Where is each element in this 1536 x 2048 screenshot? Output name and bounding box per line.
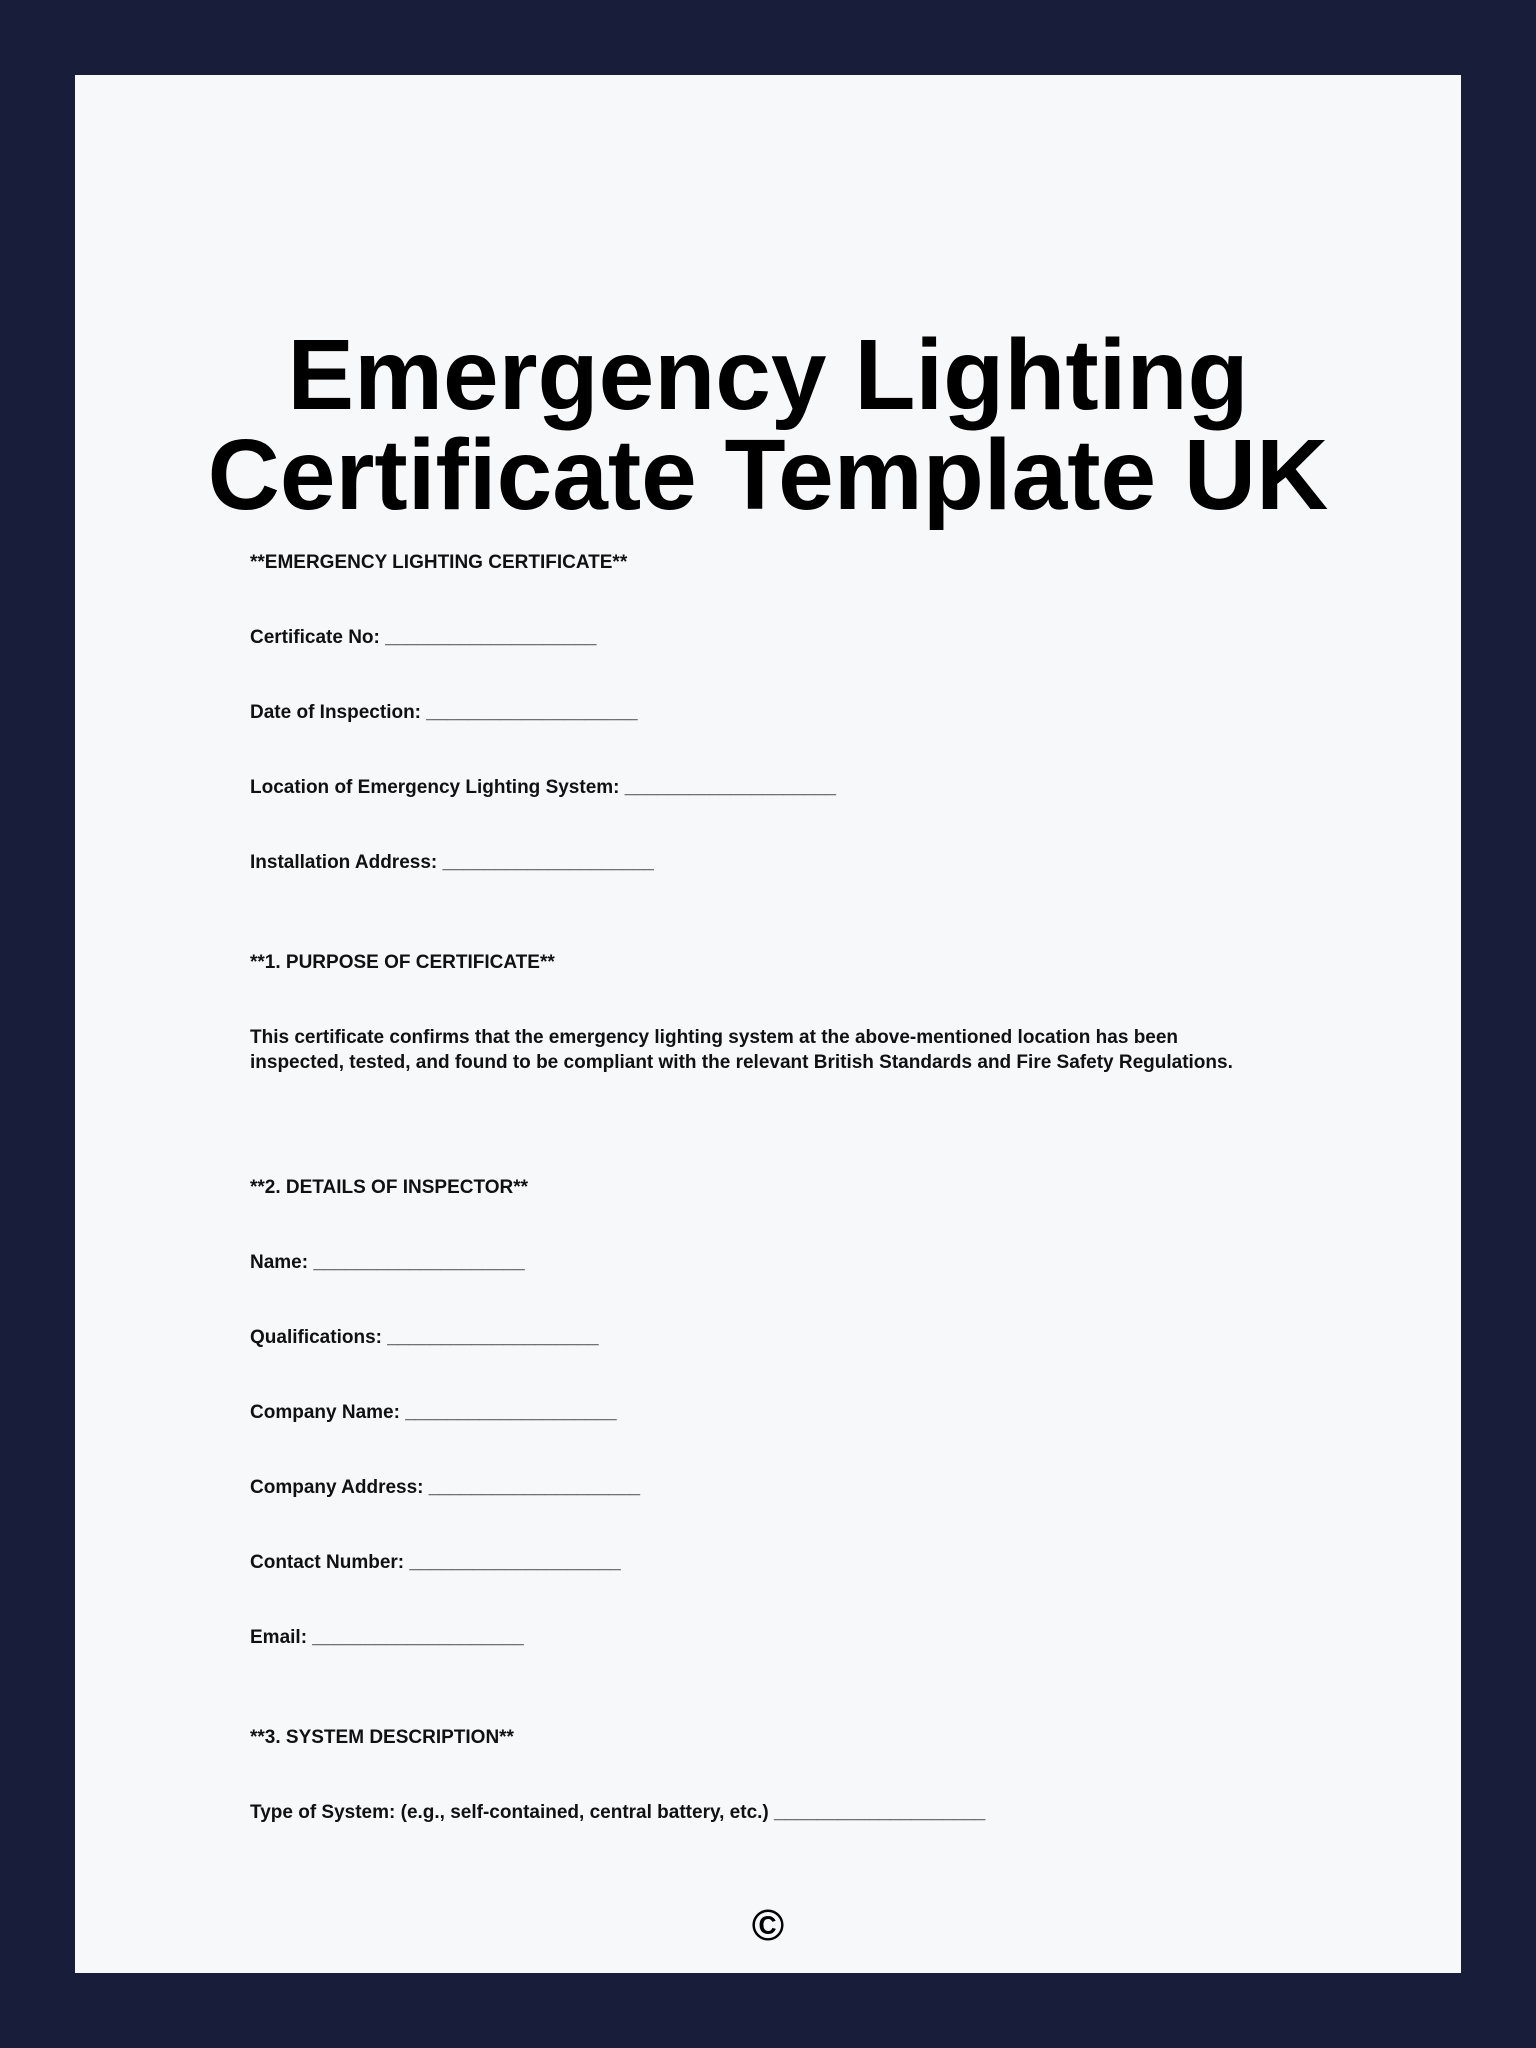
company-address-field: Company Address: ____________________ [250, 1477, 641, 1498]
purpose-paragraph: This certificate confirms that the emergency lighting system at the above-mentioned location has been inspected, tested, and found to be compliant with the relevant British Standards and Fire Safety Regulations. [250, 1027, 1233, 1073]
date-of-inspection-field: Date of Inspection: ____________________ [250, 702, 638, 723]
certificate-no-field: Certificate No: ____________________ [250, 627, 597, 648]
company-name-field: Company Name: ____________________ [250, 1402, 617, 1423]
qualifications-field: Qualifications: ____________________ [250, 1327, 599, 1348]
type-of-system-field: Type of System: (e.g., self-contained, central battery, etc.) ____________________ [250, 1802, 986, 1823]
email-field: Email: ____________________ [250, 1627, 524, 1648]
copyright-icon: © [751, 1901, 785, 1950]
location-field: Location of Emergency Lighting System: ____________________ [250, 777, 837, 798]
inspector-name-field: Name: ____________________ [250, 1252, 525, 1273]
contact-number-field: Contact Number: ____________________ [250, 1552, 621, 1573]
installation-address-field: Installation Address: ____________________ [250, 852, 654, 873]
title-line-1: Emergency Lighting [287, 319, 1249, 431]
title-line-2: Certificate Template UK [207, 419, 1329, 531]
certificate-heading: **EMERGENCY LIGHTING CERTIFICATE** [250, 552, 628, 573]
page-title [75, 319, 1461, 531]
document-page [75, 75, 1461, 1973]
purpose-heading: **1. PURPOSE OF CERTIFICATE** [250, 952, 555, 973]
inspector-heading: **2. DETAILS OF INSPECTOR** [250, 1177, 529, 1198]
system-heading: **3. SYSTEM DESCRIPTION** [250, 1727, 514, 1748]
